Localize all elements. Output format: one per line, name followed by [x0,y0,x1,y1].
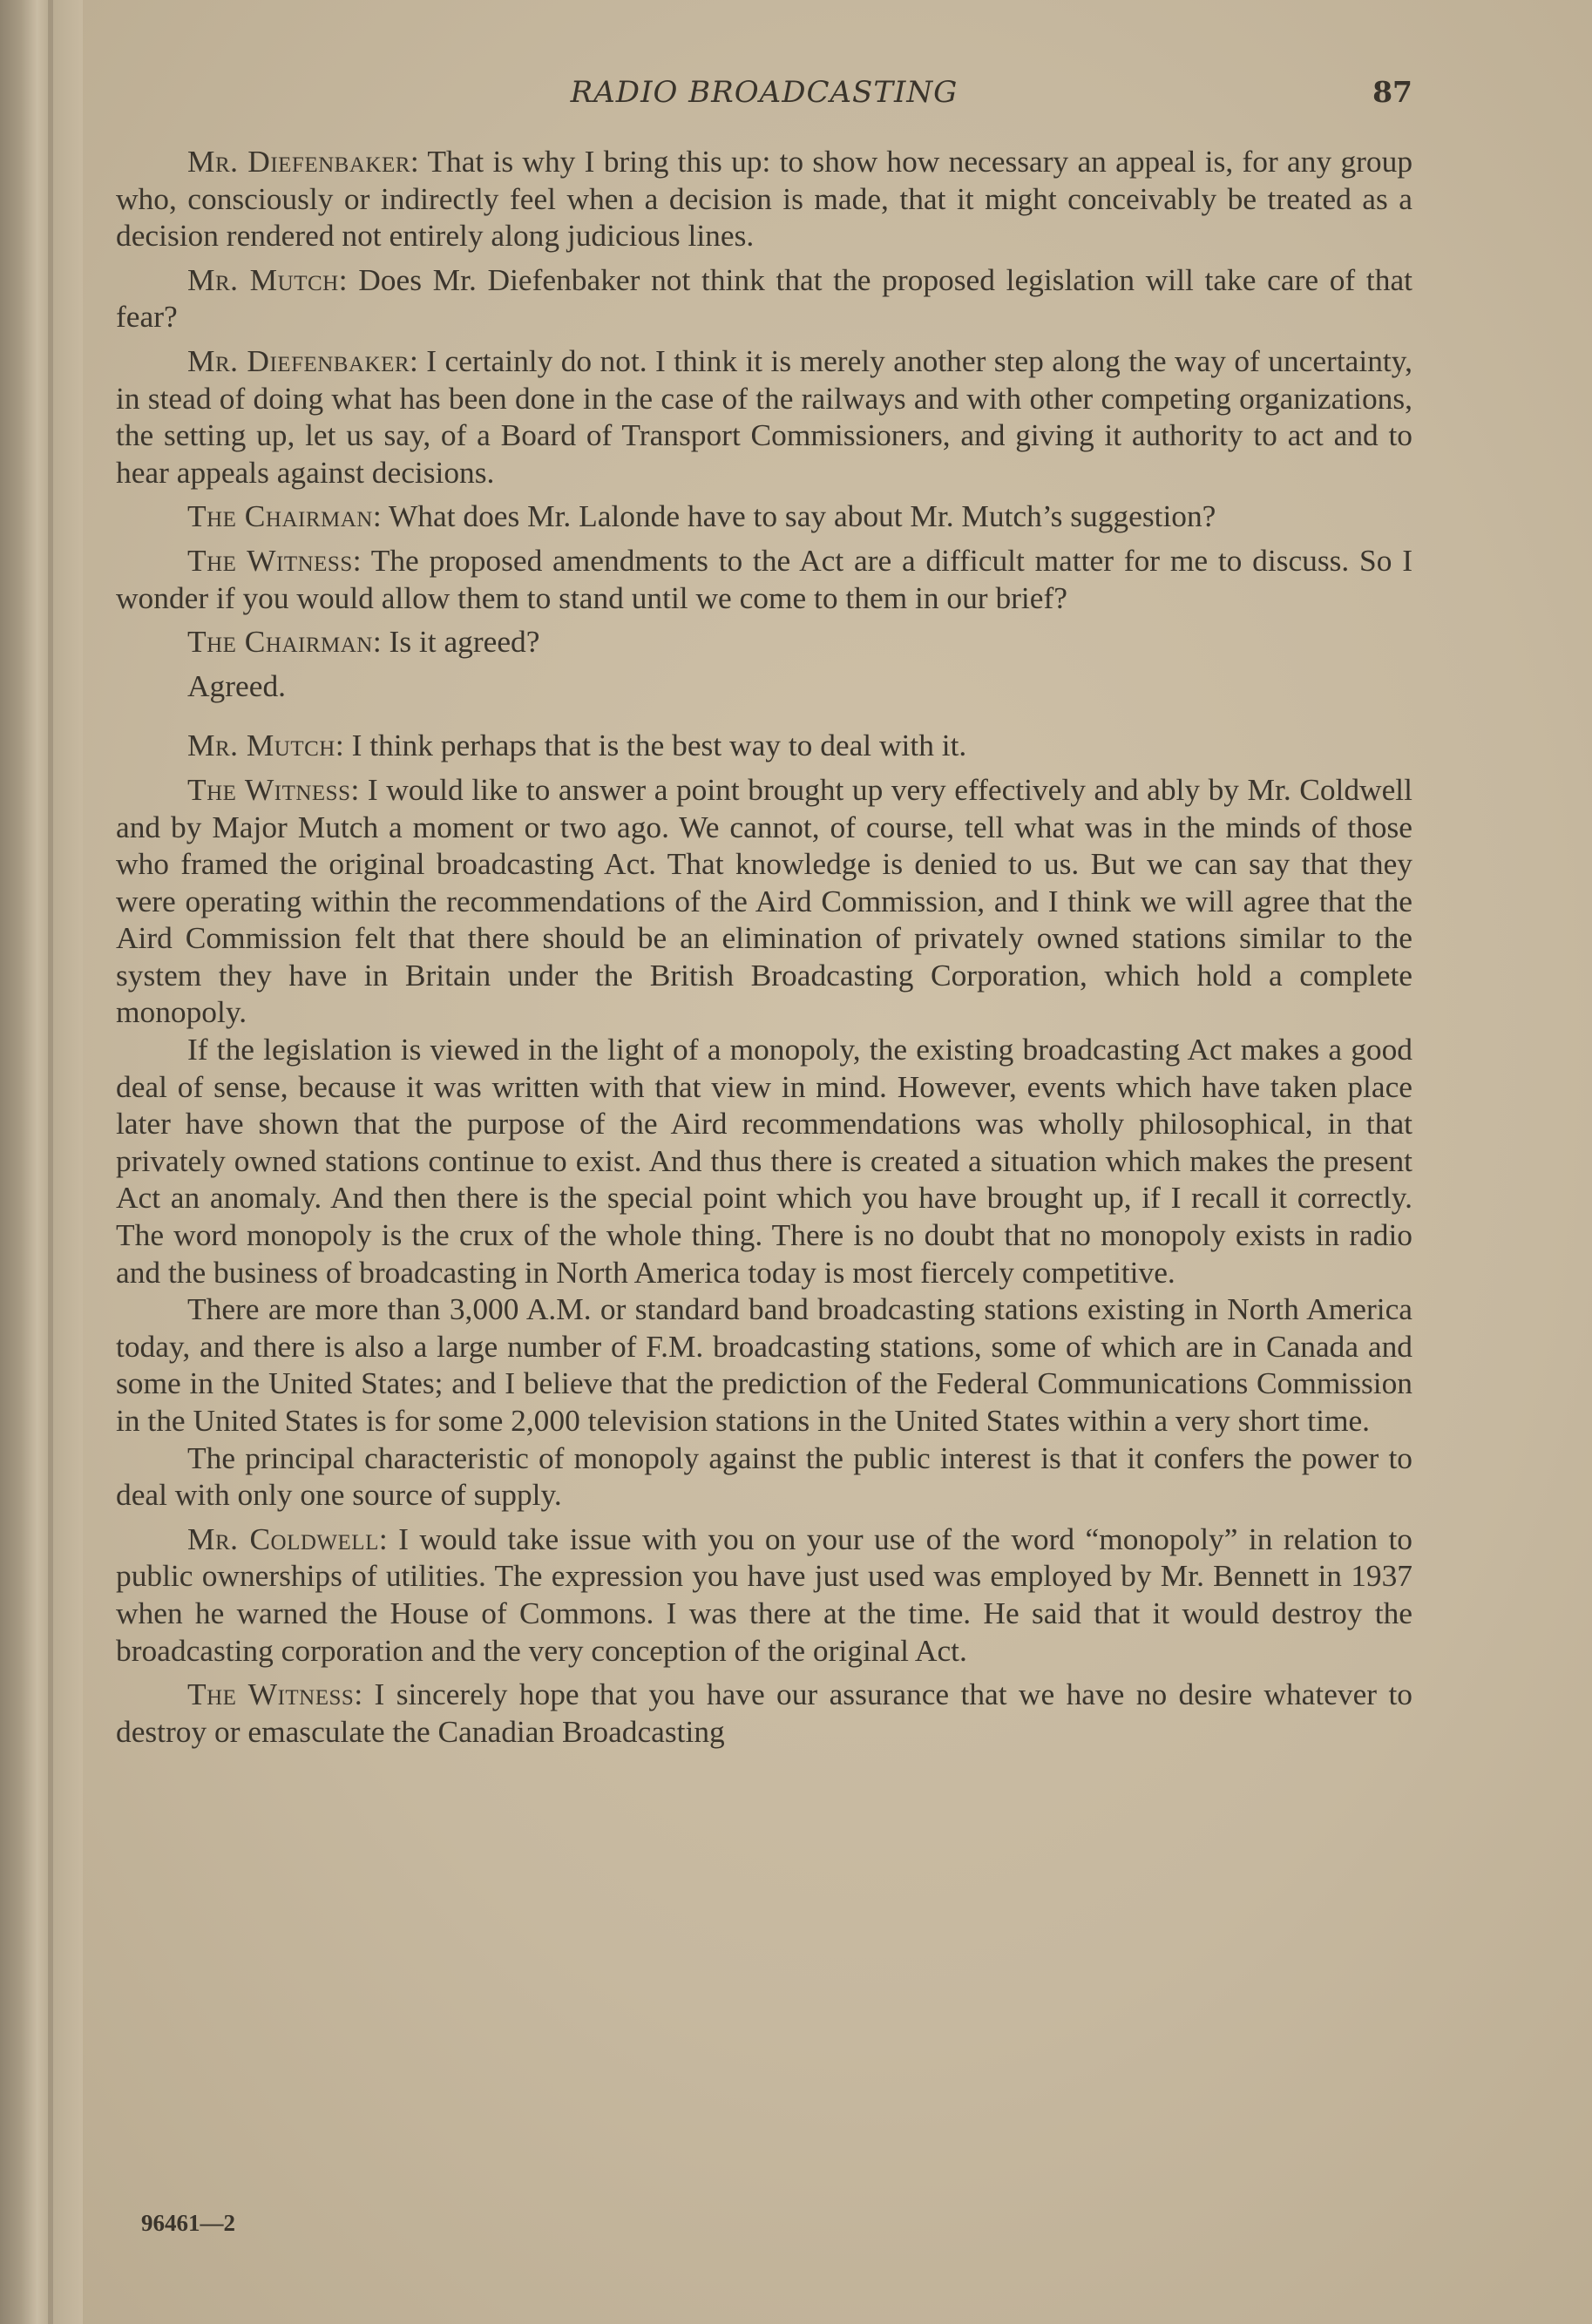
speaker-name: Mr. Coldwell [187,1521,379,1556]
speaker-name: Mr. Diefenbaker [187,144,410,179]
paragraph [116,1291,1412,1439]
paragraph-text: Does Mr. Diefenbaker not think that the proposed legislation will take care of that fear? [116,261,1412,335]
paragraph: Mr. Mutch: Does Mr. Diefenbaker not think that the proposed legislation will take care of that fear? [116,261,1412,335]
gutter-shadow [48,0,53,2324]
paragraph: Mr. Mutch: I think perhaps that is the best way to deal with it. [187,728,967,763]
transcript-body [116,143,1412,1750]
speaker-name: Mr. Mutch [187,728,335,763]
page-number: 87 [1372,75,1412,109]
paragraph-text: I would like to answer a point brought up very effectively and ably by Mr. Coldwell and by Major Mutch a moment or two ago. We cannot, of course, tell what was in the minds of those who framed the original broadcasting Act. That knowledge is denied to us. But we can say that they were operating within the recommendations of the Aird Commission, and I think we will agree that the Aird Commission felt that there should be an elimination of privately owned stations similar to the system they have in Britain under the British Broadcasting Corporation, which hold a complete monopoly. [116,771,1412,1030]
speaker-name: The Witness [187,1677,355,1712]
paragraph: Mr. Diefenbaker: I certainly do not. I think it is merely another step along the way of uncertainty, in stead of doing what has been done in the case of the railways and with other competing organizations, the setting up, let us say, of a Board of Transport Commissioners, and giving it authority to act and to hear appeals against decisions. [116,342,1412,490]
speaker-name: The Witness [187,542,353,578]
paragraph-text: That is why I bring this up: to show how necessary an appeal is, for any group who, consciously or indirectly feel when a decision is made, that it might conceivably be treated as a decision rendered not entirely along judicious lines. [116,144,1413,254]
running-title: RADIO BROADCASTING [570,75,959,110]
paragraph [116,667,1412,705]
paragraph-text: What does Mr. Lalonde have to say about Mr. Mutch’s suggestion? [388,498,1216,534]
paragraph [116,1440,1412,1514]
paragraph-text: Agreed. [187,667,286,703]
page-header [116,75,1412,119]
paragraph: The Witness: The proposed amendments to the Act are a difficult matter for me to discuss. So I wonder if you would allow them to stand until we come to them in our brief? [116,542,1412,615]
paragraph-text: I think perhaps that is the best way to deal with it. [351,728,967,763]
speaker-name: Mr. Diefenbaker [187,342,410,378]
paragraph: The Witness: I would like to answer a point brought up very effectively and ably by Mr. Coldwell and by Major Mutch a moment or two ago. We cannot, of course, tell what was in the minds of those who framed the original broadcasting Act. That knowledge is denied to us. But we can say that they were operating within the recommendations of the Aird Commission, and I think we will agree that the Aird Commission felt that there should be an elimination of privately owned stations similar to the system they have in Britain under the British Broadcasting Corporation, which hold a complete monopoly. [116,771,1412,1030]
paragraph: The Chairman: Is it agreed? [187,624,540,660]
paragraph: Mr. Diefenbaker: That is why I bring this up: to show how necessary an appeal is, for any group who, consciously or indirectly feel when a decision is made, that it might conceivably be treated as a decision rendered not entirely along judicious lines. [116,144,1413,254]
speaker-name: The Witness [187,771,351,807]
speaker-name: Mr. Mutch [187,261,339,297]
printer-signature: 96461—2 [141,2210,235,2236]
speaker-name: The Chairman [187,624,373,660]
paragraph-text: The principal characteristic of monopoly against the public interest is that it confers the power to deal with only one source of supply. [116,1440,1412,1513]
paragraph-text: Is it agreed? [389,624,540,660]
paragraph-text: There are more than 3,000 A.M. or standard band broadcasting stations existing in North America today, and there is also a large number of F.M. broadcasting stations, some of which are in Canada and some in the United States; and I believe that the prediction of the Federal Communications Commission in the United States is for some 2,000 television stations in the United States within a very short time. [116,1291,1412,1438]
paragraph-text: I sincerely hope that you have our assurance that we have no desire whatever to destroy or emasculate the Canadian Broadcasting [116,1677,1412,1749]
paragraph [116,1031,1412,1291]
paragraph-text: The proposed amendments to the Act are a difficult matter for me to discuss. So I wonder if you would allow them to stand until we come to them in our brief? [116,542,1412,615]
paragraph: The Witness: I sincerely hope that you have our assurance that we have no desire whatever to destroy or emasculate the Canadian Broadcasting [116,1677,1412,1749]
paragraph: The Chairman: What does Mr. Lalonde have to say about Mr. Mutch’s suggestion? [187,498,1216,534]
paragraph: Mr. Coldwell: I would take issue with you on your use of the word “monopoly” in relation to public ownerships of utilities. The expression you have just used was employed by Mr. Bennett in 1937 when he warned the House of Commons. I was there at the time. He said that it would destroy the broadcasting corporation and the very conception of the original Act. [116,1521,1412,1668]
paragraph-text: If the legislation is viewed in the light of a monopoly, the existing broadcasting Act makes a good deal of sense, because it was written with that view in mind. However, events which have taken place later have shown that the purpose of the Aird recommendations was wholly philosophical, in that privately owned stations continue to exist. And thus there is created a situation which makes the present Act an anomaly. And then there is the special point which you have brought up, if I recall it correctly. The word monopoly is the crux of the whole thing. There is no doubt that no monopoly exists in radio and the business of broadcasting in North America today is most fiercely competitive. [116,1032,1412,1290]
speaker-name: The Chairman [187,498,373,534]
book-gutter [0,0,83,2324]
paragraph-text: I certainly do not. I think it is merely another step along the way of uncertainty, in stead of doing what has been done in the case of the railways and with other competing organizations, the setting up, let us say, of a Board of Transport Commissioners, and giving it authority to act and to hear appeals against decisions. [116,342,1412,490]
paragraph-text: I would take issue with you on your use of the word “monopoly” in relation to public ownerships of utilities. The expression you have just used was employed by Mr. Bennett in 1937 when he warned the House of Commons. I was there at the time. He said that it would destroy the broadcasting corporation and the very conception of the original Act. [116,1521,1412,1668]
